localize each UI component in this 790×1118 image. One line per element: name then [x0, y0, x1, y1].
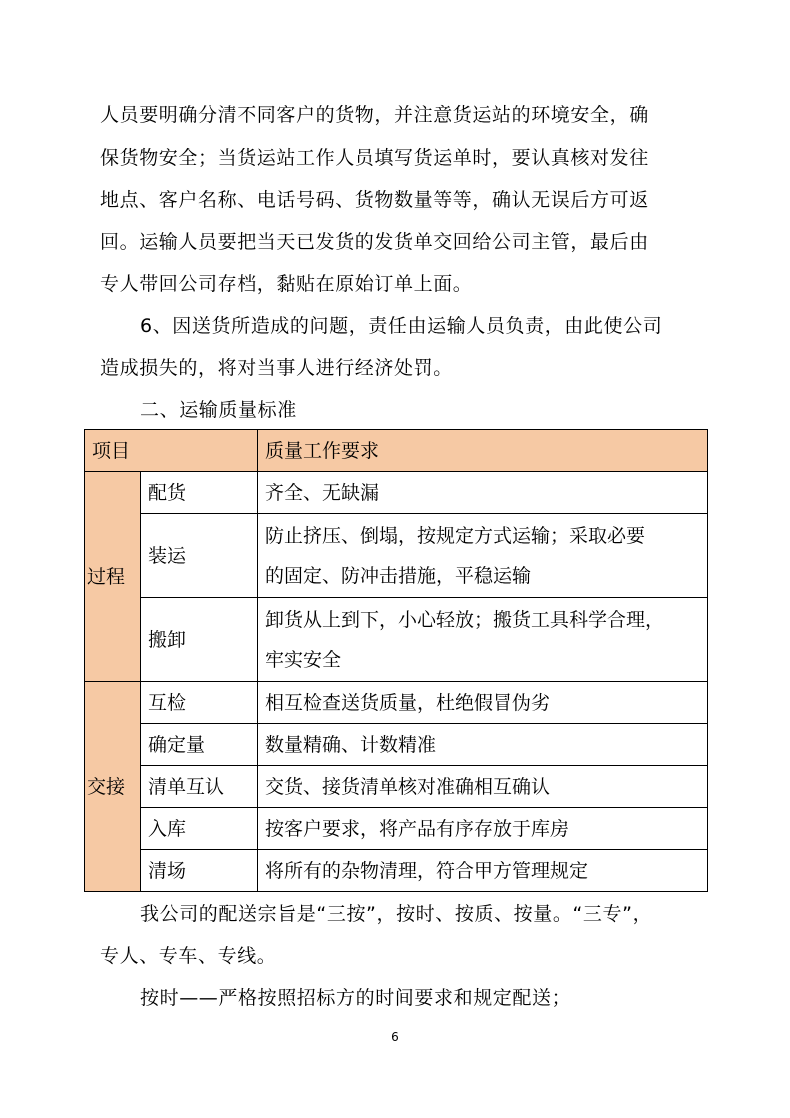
table-row — [85, 724, 708, 766]
requirement-line: 卸货从上到下，小心轻放；搬货工具科学合理， — [265, 608, 665, 631]
item-cell: 清场 — [141, 850, 258, 892]
paragraph-line: 6、因送货所造成的问题，责任由运输人员负责，由此使公司 — [140, 315, 663, 337]
requirement-line: 防止挤压、倒塌，按规定方式运输；采取必要 — [265, 524, 646, 547]
paragraph-line: 保货物安全；当货运站工作人员填写货运单时，要认真核对发往 — [100, 147, 649, 169]
table-header-row — [85, 430, 708, 472]
table-row — [85, 682, 708, 724]
requirement-cell: 齐全、无缺漏 — [258, 472, 708, 514]
requirement-cell: 将所有的杂物清理，符合甲方管理规定 — [258, 850, 708, 892]
table-row — [85, 514, 708, 598]
table-row — [85, 598, 708, 682]
table-row — [85, 808, 708, 850]
item-cell: 互检 — [141, 682, 258, 724]
item-cell: 清单互认 — [141, 766, 258, 808]
item-cell: 装运 — [141, 514, 258, 598]
item-cell: 入库 — [141, 808, 258, 850]
page-number: 6 — [391, 1030, 399, 1044]
paragraph-line: 回。运输人员要把当天已发货的发货单交回给公司主管，最后由 — [100, 231, 649, 253]
table-row — [85, 472, 708, 514]
requirement-cell: 按客户要求，将产品有序存放于库房 — [258, 808, 708, 850]
table-row — [85, 766, 708, 808]
paragraph-line: 按时——严格按照招标方的时间要求和规定配送； — [140, 987, 572, 1009]
requirement-line: 牢实安全 — [265, 648, 342, 671]
item-cell: 配货 — [141, 472, 258, 514]
table-row — [85, 850, 708, 892]
requirement-cell — [258, 514, 708, 598]
requirement-cell: 数量精确、计数精准 — [258, 724, 708, 766]
quality-standards-table — [84, 429, 708, 892]
group-label-handover: 交接 — [85, 682, 141, 892]
group-label-process: 过程 — [85, 472, 141, 682]
requirement-line: 的固定、防冲击措施，平稳运输 — [265, 564, 532, 587]
header-requirement-cell: 质量工作要求 — [258, 430, 708, 472]
paragraph-line: 造成损失的，将对当事人进行经济处罚。 — [100, 357, 453, 379]
paragraph-line: 专人、专车、专线。 — [100, 945, 277, 967]
header-item-cell: 项目 — [85, 430, 258, 472]
paragraph-line: 人员要明确分清不同客户的货物，并注意货运站的环境安全，确 — [100, 104, 649, 126]
item-cell: 搬卸 — [141, 598, 258, 682]
paragraph-line: 我公司的配送宗旨是“三按”，按时、按质、按量。“三专”， — [140, 903, 653, 925]
paragraph-line: 专人带回公司存档，黏贴在原始订单上面。 — [100, 273, 473, 295]
paragraph-line: 地点、客户名称、电话号码、货物数量等等，确认无误后方可返 — [100, 189, 649, 211]
requirement-cell: 交货、接货清单核对准确相互确认 — [258, 766, 708, 808]
requirement-cell — [258, 598, 708, 682]
requirement-cell: 相互检查送货质量，杜绝假冒伪劣 — [258, 682, 708, 724]
item-cell: 确定量 — [141, 724, 258, 766]
section-heading: 二、运输质量标准 — [140, 399, 297, 421]
